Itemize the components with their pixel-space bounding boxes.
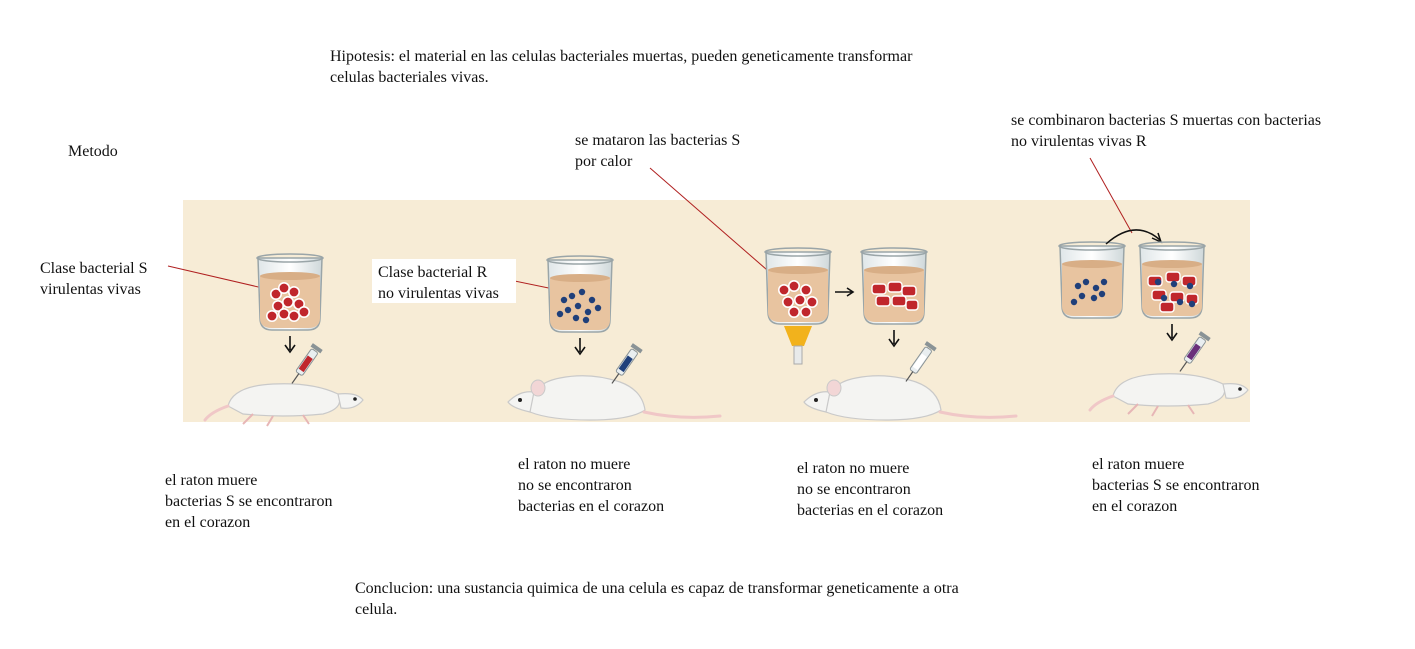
beaker-mixed	[1139, 242, 1205, 318]
strain-r-label-1: Clase bacterial R	[378, 264, 488, 281]
mouse-dead-1	[205, 384, 363, 426]
heat-killed-label-2: por calor	[575, 153, 633, 170]
beaker-r-mix	[1059, 242, 1125, 318]
strain-s-label-1: Clase bacterial S	[40, 260, 148, 277]
syringe-dead-s	[901, 341, 937, 385]
beaker-s-dead	[861, 248, 927, 324]
hypothesis-line-1: Hipotesis: el material en las celulas bacteriales muertas, pueden geneticamente transformar	[330, 48, 913, 65]
beaker-s-live	[257, 254, 323, 330]
result-1-line-3: en el corazon	[165, 514, 251, 531]
combined-label-1: se combinaron bacterias S muertas con bacterias	[1011, 112, 1322, 129]
arrow-down-icon	[575, 338, 585, 354]
mouse-dead-2	[1090, 374, 1248, 416]
result-2-line-1: el raton no muere	[518, 456, 631, 473]
arrow-down-icon	[889, 330, 899, 346]
result-1-line-1: el raton muere	[165, 472, 258, 489]
syringe-mix	[1175, 331, 1211, 375]
beaker-s-heating	[765, 248, 831, 324]
burner-icon	[794, 346, 802, 364]
result-2-line-2: no se encontraron	[518, 477, 632, 494]
result-3-line-3: bacterias en el corazon	[797, 502, 944, 519]
result-2-line-3: bacterias en el corazon	[518, 498, 665, 515]
mouse-alive-2	[804, 376, 1016, 420]
pointer-combined	[1090, 158, 1132, 233]
arrow-right-icon	[835, 288, 853, 296]
mouse-alive-1	[508, 376, 720, 420]
arrow-down-icon	[285, 336, 295, 352]
result-3-line-1: el raton no muere	[797, 460, 910, 477]
hypothesis-line-2: celulas bacteriales vivas.	[330, 69, 489, 86]
result-4-line-1: el raton muere	[1092, 456, 1185, 473]
beaker-r-live	[547, 256, 613, 332]
conclusion-line-1: Conclucion: una sustancia quimica de una celula es capaz de transformar geneticamente a otra	[355, 580, 959, 597]
conclusion-line-2: celula.	[355, 601, 398, 618]
result-4-line-2: bacterias S se encontraron	[1092, 477, 1260, 494]
strain-r-label-2: no virulentas vivas	[378, 285, 499, 302]
result-4-line-3: en el corazon	[1092, 498, 1178, 515]
result-1-line-2: bacterias S se encontraron	[165, 493, 333, 510]
combined-label-2: no virulentas vivas R	[1011, 133, 1147, 150]
method-label: Metodo	[68, 143, 118, 160]
heat-source-icon	[784, 326, 812, 346]
arrow-down-icon	[1167, 324, 1177, 340]
strain-s-label-2: virulentas vivas	[40, 281, 141, 298]
result-3-line-2: no se encontraron	[797, 481, 911, 498]
transfer-arrow-icon	[1106, 230, 1161, 244]
heat-killed-label-1: se mataron las bacterias S	[575, 132, 741, 149]
